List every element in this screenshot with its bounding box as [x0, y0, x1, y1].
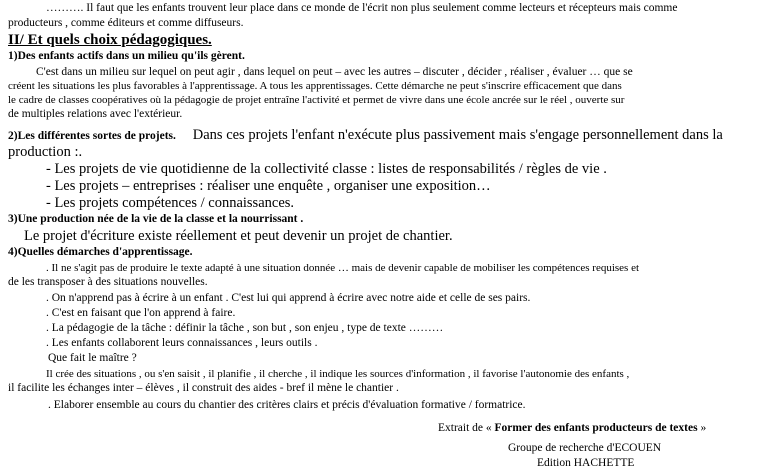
s4-heading: 4)Quelles démarches d'apprentissage.	[8, 246, 193, 258]
s4-paragraph-2b: il facilite les échanges inter – élèves , il construit des aides - bref il mène le chantier .	[8, 382, 399, 394]
s1-line: C'est dans un milieu sur lequel on peut agir , dans lequel on peut – avec les autres – discuter , décider , réaliser , évaluer … que se	[36, 66, 633, 78]
s4-paragraph-1a: . Il ne s'agit pas de produire le texte adapté à une situation donnée … mais de devenir capable de mobiliser les compétences requises et	[46, 262, 640, 274]
citation-suffix: »	[700, 422, 707, 434]
s4-item: . Les enfants collaborent leurs connaissances , leurs outils .	[46, 337, 318, 349]
s1-line: de multiples relations avec l'extérieur.	[8, 108, 183, 120]
intro-line-2: producteurs , comme éditeurs et comme diffuseurs.	[8, 17, 244, 29]
s2-item: - Les projets – entreprises : réaliser une enquête , organiser une exposition…	[46, 178, 491, 194]
citation-prefix: Extrait de «	[438, 422, 492, 434]
s4-paragraph-1b: de les transposer à des situations nouvelles.	[8, 276, 208, 288]
s2-line-2: production :.	[8, 144, 83, 160]
s4-last-item: . Elaborer ensemble au cours du chantier des critères clairs et précis d'évaluation formative / formatrice.	[48, 399, 526, 411]
s1-line: le cadre de classes coopératives où la pédagogie de projet entraîne l'activité et permet de vivre dans une école ancrée sur le réel , ouverte sur	[8, 94, 625, 106]
s4-item: . On n'apprend pas à écrire à un enfant . C'est lui qui apprend à écrire avec notre aide et celle de ses pairs.	[46, 292, 531, 304]
s2-heading-row	[8, 127, 723, 143]
s3-line: Le projet d'écriture existe réellement et peut devenir un projet de chantier.	[24, 228, 453, 244]
s4-item: . La pédagogie de la tâche : définir la tâche , son but , son enjeu , type de texte ………	[46, 322, 444, 334]
s2-heading-tail: Dans ces projets l'enfant n'exécute plus passivement mais s'engage personnellement dans la	[192, 127, 723, 143]
citation-line	[438, 422, 706, 435]
s4-paragraph-2a: Il crée des situations , ou s'en saisit , il planifie , il cherche , il indique les sources d'information , il favorise l'autonomie des enfants ,	[46, 368, 630, 380]
citation-publisher: Edition HACHETTE	[537, 457, 635, 469]
section-title: II/ Et quels choix pédagogiques.	[8, 32, 212, 48]
s1-line: créent les situations les plus favorables à l'apprentissage. A tous les apprentissages. Cette démarche ne peut s'inscrire efficacement que dans	[8, 80, 622, 92]
s4-question: Que fait le maître ?	[48, 352, 137, 364]
s2-item: - Les projets de vie quotidienne de la collectivité classe : listes de responsabilités / règles de vie .	[46, 161, 607, 177]
s2-item: - Les projets compétences / connaissances.	[46, 195, 295, 211]
citation-title: Former des enfants producteurs de textes	[494, 422, 698, 434]
s4-item: . C'est en faisant que l'on apprend à faire.	[46, 307, 236, 319]
s3-heading: 3)Une production née de la vie de la classe et la nourrissant .	[8, 213, 304, 225]
s1-heading: 1)Des enfants actifs dans un milieu qu'ils gèrent.	[8, 50, 245, 62]
citation-group: Groupe de recherche d'ECOUEN	[508, 442, 662, 454]
intro-line-1: ………. Il faut que les enfants trouvent leur place dans ce monde de l'écrit non plus seulement comme lecteurs et récepteurs mais comme	[46, 2, 678, 14]
s2-heading: 2)Les différentes sortes de projets.	[8, 130, 176, 142]
